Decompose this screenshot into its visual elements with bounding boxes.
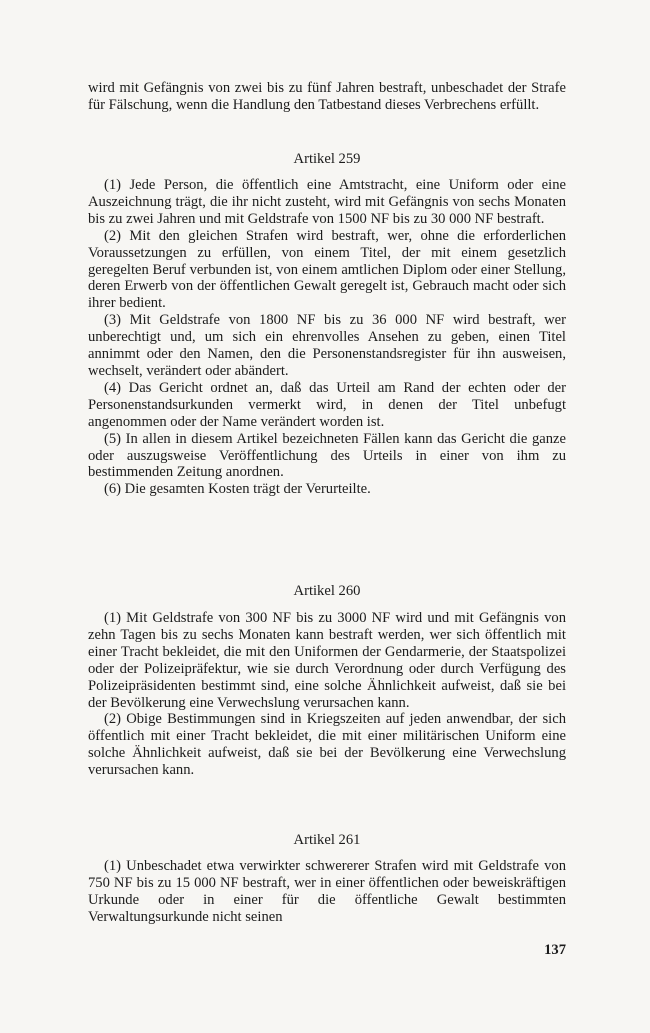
article-259-paragraph-5: (5) In allen in diesem Artikel bezeichneten Fällen kann das Gericht die ganze oder auszugsweise Veröffentlichung des Urteils in einer von ihm zu bestimmenden Zeitung anordnen. (88, 430, 566, 481)
intro-paragraph: wird mit Gefängnis von zwei bis zu fünf Jahren bestraft, unbeschadet der Strafe für Fälschung, wenn die Handlung den Tatbestand dieses Verbrechens erfüllt. (88, 80, 566, 113)
article-261-paragraph-1: (1) Unbeschadet etwa verwirkter schwererer Strafen wird mit Geldstrafe von 750 NF bis zu 15 000 NF bestraft, wer in einer öffentlichen oder beweiskräftigen Urkunde oder in einer für die öffentliche Gewalt bestimmten Verwaltungsurkunde nicht seinen (88, 858, 566, 925)
article-heading-261: Artikel 261 (293, 832, 361, 848)
intro-paragraph-block (88, 80, 566, 114)
article-259-paragraph-2: (2) Mit den gleichen Strafen wird bestraft, wer, ohne die erforderlichen Voraussetzungen zu erfüllen, von einem Titel, der mit einem gesetzlich geregelten Beruf verbunden ist, von einem amtlichen Diplom oder einer Stellung, deren Erwerb von der öffentlichen Gewalt geregelt ist, Gebrauch macht oder sich ihrer bedient. (88, 227, 566, 312)
article-259-paragraph-4: (4) Das Gericht ordnet an, daß das Urteil am Rand der echten oder der Personenstandsurkunden vermerkt wird, in denen der Titel unbefugt angenommen oder der Name verändert worden ist. (88, 379, 566, 430)
article-259-paragraph-1: (1) Jede Person, die öffentlich eine Amtstracht, eine Uniform oder eine Auszeichnung trägt, die ihr nicht zusteht, wird mit Gefängnis von sechs Monaten bis zu zwei Jahren und mit Geldstrafe von 1500 NF bis zu 30 000 NF bestraft. (88, 177, 566, 227)
article-heading-259: Artikel 259 (293, 151, 361, 167)
article-260-body (88, 610, 566, 779)
article-heading-260: Artikel 260 (293, 583, 361, 599)
article-261-body (88, 858, 566, 926)
page-number: 137 (544, 942, 566, 958)
article-260-paragraph-1: (1) Mit Geldstrafe von 300 NF bis zu 3000 NF wird und mit Gefängnis von zehn Tagen bis zu sechs Monaten kann bestraft werden, wer sich öffentlich mit einer Tracht bekleidet, die mit den Uniformen der Gendarmerie, der Staatspolizei oder der Polizeipräfektur, wie sie durch Verordnung oder durch Verfügung des Polizeipräsidenten bestimmt sind, eine solche Ähnlichkeit aufweist, daß sie bei der Bevölkerung eine Verwechslung verursachen kann. (88, 610, 566, 711)
article-259-body (88, 177, 566, 498)
article-260-paragraph-2: (2) Obige Bestimmungen sind in Kriegszeiten auf jeden anwendbar, der sich öffentlich mit einer Tracht bekleidet, die mit einer militärischen Uniform eine solche Ähnlichkeit aufweist, daß sie bei der Bevölkerung eine Verwechslung verursachen kann. (88, 711, 566, 779)
article-259-paragraph-3: (3) Mit Geldstrafe von 1800 NF bis zu 36 000 NF wird bestraft, wer unberechtigt und, um sich ein ehrenvolles Ansehen zu geben, einen Titel annimmt oder den Namen, den die Personenstandsregister für ihn ausweisen, wechselt, verändert oder abändert. (88, 312, 566, 379)
article-259-paragraph-6: (6) Die gesamten Kosten trägt der Verurteilte. (104, 481, 371, 498)
